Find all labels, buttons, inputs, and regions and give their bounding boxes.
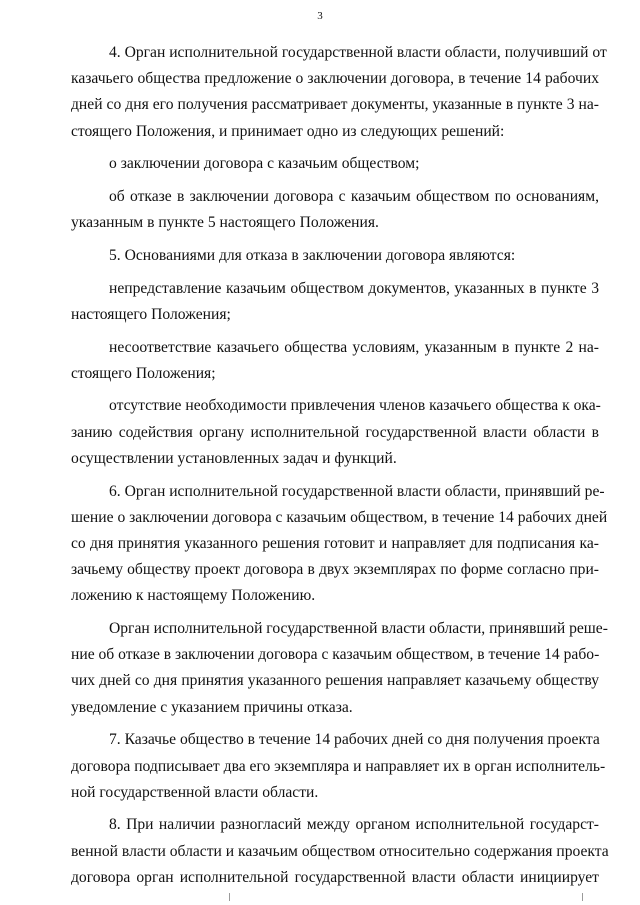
paragraph-7 — [71, 727, 606, 806]
paragraph-5 — [71, 243, 599, 269]
paragraph-6-refusal — [71, 616, 608, 721]
text-line: 6. Орган исполнительной государственной власти области, принявший ре- — [109, 482, 605, 500]
text-line: дней со дня его получения рассматривает документы, указанные в пункте 3 на- — [71, 96, 599, 114]
text-line: договора орган исполнительной государственной власти области инициирует — [71, 868, 599, 886]
paragraph-4 — [71, 40, 607, 145]
text-line: уведомление с указанием причины отказа. — [71, 698, 353, 716]
text-line: шение о заключении договора с казачьим обществом, в течение 14 рабочих дней — [71, 508, 608, 526]
paragraph-4-option-b — [71, 184, 599, 236]
scan-mark — [582, 893, 583, 901]
text-line: о заключении договора с казачьим обществом; — [109, 155, 420, 173]
text-line: осуществлении установленных задач и функций. — [71, 449, 397, 467]
paragraph-5-ground-a — [71, 276, 599, 328]
text-line: договора подписывает два его экземпляра и направляет их в орган исполнитель- — [71, 757, 606, 775]
paragraph-5-ground-b — [71, 335, 599, 387]
text-line: занию содействия органу исполнительной государственной власти области в — [71, 423, 599, 441]
text-line: венной власти области и казачьим обществом относительно содержания проекта — [71, 842, 609, 860]
text-line: ние об отказе в заключении договора с казачьим обществом, в течение 14 рабо- — [71, 646, 600, 664]
paragraph-8 — [71, 812, 609, 891]
paragraph-4-option-a — [71, 151, 599, 177]
scan-mark — [229, 893, 230, 901]
text-line: 7. Казачье общество в течение 14 рабочих дней со дня получения проекта — [109, 731, 600, 749]
paragraph-5-ground-c — [71, 393, 599, 472]
paragraph-6 — [71, 479, 608, 610]
text-line: ложению к настоящему Положению. — [71, 587, 316, 605]
text-line: 4. Орган исполнительной государственной власти области, получивший от — [109, 44, 607, 61]
text-line: отсутствие необходимости привлечения членов казачьего общества к ока- — [109, 397, 601, 415]
text-line: 5. Основаниями для отказа в заключении договора являются: — [109, 246, 516, 264]
text-line: стоящего Положения, и принимает одно из следующих решений: — [71, 122, 505, 140]
text-line: непредставление казачьим обществом документов, указанных в пункте 3 — [109, 279, 599, 297]
text-line: об отказе в заключении договора с казачьим обществом по основаниям, — [109, 188, 599, 206]
page-number: 3 — [317, 10, 323, 22]
text-line: ной государственной власти области. — [71, 783, 319, 801]
text-line: стоящего Положения; — [71, 364, 216, 382]
text-line: чих дней со дня принятия указанного решения направляет казачьему обществу — [71, 672, 599, 690]
text-line: настоящего Положения; — [71, 305, 231, 323]
text-line: 8. При наличии разногласий между органом исполнительной государст- — [109, 816, 599, 834]
text-line: со дня принятия указанного решения готовит и направляет для подписания ка- — [71, 534, 599, 552]
text-line: зачьему обществу проект договора в двух экземплярах по форме согласно при- — [71, 561, 599, 579]
text-line: несоответствие казачьего общества условиям, указанным в пункте 2 на- — [109, 338, 599, 356]
text-line: казачьего общества предложение о заключении договора, в течение 14 рабочих — [71, 70, 599, 88]
text-line: Орган исполнительной государственной власти области, принявший реше- — [109, 620, 608, 638]
document-body — [71, 40, 609, 891]
text-line: указанным в пункте 5 настоящего Положения. — [71, 214, 379, 232]
